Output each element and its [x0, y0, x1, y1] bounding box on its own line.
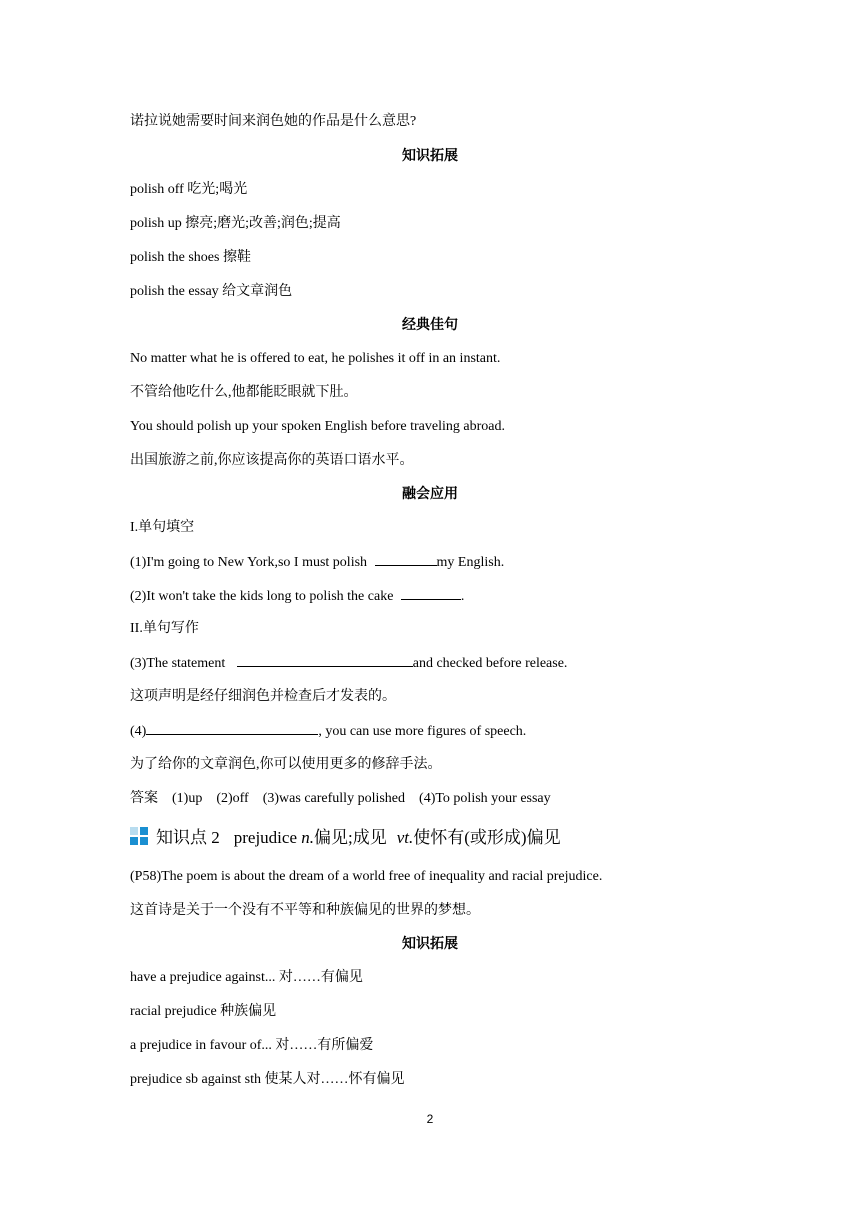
- phrase-line: polish up 擦亮;磨光;改善;润色;提高: [130, 216, 341, 231]
- meaning: 使怀有(或形成)偏见: [413, 828, 561, 847]
- answer-blank: [401, 587, 461, 600]
- phrase-line: polish off 吃光;喝光: [130, 182, 248, 197]
- meaning: 偏见;成见: [314, 828, 387, 847]
- section-heading-knowledge-extension: 知识拓展: [402, 936, 458, 952]
- answer-blank: [146, 722, 318, 735]
- source-translation: 这首诗是关于一个没有不平等和种族偏见的世界的梦想。: [130, 903, 480, 918]
- section-heading-classic-sentences: 经典佳句: [402, 317, 458, 333]
- exercise-text: and checked before release.: [412, 656, 568, 671]
- section-heading-knowledge-extension: 知识拓展: [402, 148, 458, 164]
- exercise-item-2: [130, 587, 464, 606]
- exercise-text: (4): [130, 724, 147, 739]
- exercise-text: (2)It won't take the kids long to polish the cake: [130, 589, 397, 604]
- exercise-text: (3)The statement: [130, 656, 229, 671]
- phrase-line: polish the essay 给文章润色: [130, 284, 293, 299]
- phrase-line: have a prejudice against... 对……有偏见: [130, 970, 363, 985]
- phrase-line: prejudice sb against sth 使某人对……怀有偏见: [130, 1072, 405, 1087]
- answer-label: 答案: [130, 791, 158, 806]
- phrase-line: a prejudice in favour of... 对……有所偏爱: [130, 1038, 374, 1053]
- example-translation: 出国旅游之前,你应该提高你的英语口语水平。: [130, 453, 414, 468]
- answer-blank: [237, 654, 413, 667]
- headword: prejudice: [233, 828, 297, 847]
- answer-item: (4)To polish your essay: [419, 791, 551, 806]
- phrase-line: racial prejudice 种族偏见: [130, 1004, 277, 1019]
- exercise-translation: 这项声明是经仔细润色并检查后才发表的。: [130, 689, 396, 704]
- exercise-text: , you can use more figures of speech.: [318, 724, 527, 739]
- answer-blank: [375, 553, 437, 566]
- example-translation: 不管给他吃什么,他都能眨眼就下肚。: [130, 385, 358, 400]
- answer-line: [130, 790, 551, 808]
- knowledge-point-heading: [130, 827, 561, 849]
- page-number: 2: [426, 1112, 434, 1126]
- part-of-speech: vt.: [396, 828, 414, 847]
- answer-item: (3)was carefully polished: [262, 791, 406, 806]
- answer-item: (2)off: [216, 791, 249, 806]
- question-line: 诺拉说她需要时间来润色她的作品是什么意思?: [130, 114, 417, 129]
- exercise-item-1: [130, 553, 504, 572]
- phrase-line: polish the shoes 擦鞋: [130, 250, 251, 265]
- part-of-speech: n.: [301, 828, 314, 847]
- example-sentence: You should polish up your spoken English before traveling abroad.: [130, 419, 505, 434]
- example-sentence: No matter what he is offered to eat, he polishes it off in an instant.: [130, 351, 501, 366]
- exercise-item-4: [130, 722, 526, 741]
- knowledge-point-icon: [130, 827, 148, 845]
- exercise-part-label: II.单句写作: [130, 621, 199, 636]
- knowledge-point-number: 知识点 2: [156, 828, 220, 847]
- answer-item: (1)up: [172, 791, 203, 806]
- exercise-text: my English.: [436, 555, 505, 570]
- exercise-part-label: I.单句填空: [130, 520, 195, 535]
- exercise-item-3: [130, 654, 567, 673]
- source-sentence: (P58)The poem is about the dream of a world free of inequality and racial prejudice.: [130, 869, 603, 884]
- exercise-text: .: [460, 589, 465, 604]
- exercise-text: (1)I'm going to New York,so I must polish: [130, 555, 371, 570]
- exercise-translation: 为了给你的文章润色,你可以使用更多的修辞手法。: [130, 757, 442, 772]
- section-heading-application: 融会应用: [402, 486, 458, 502]
